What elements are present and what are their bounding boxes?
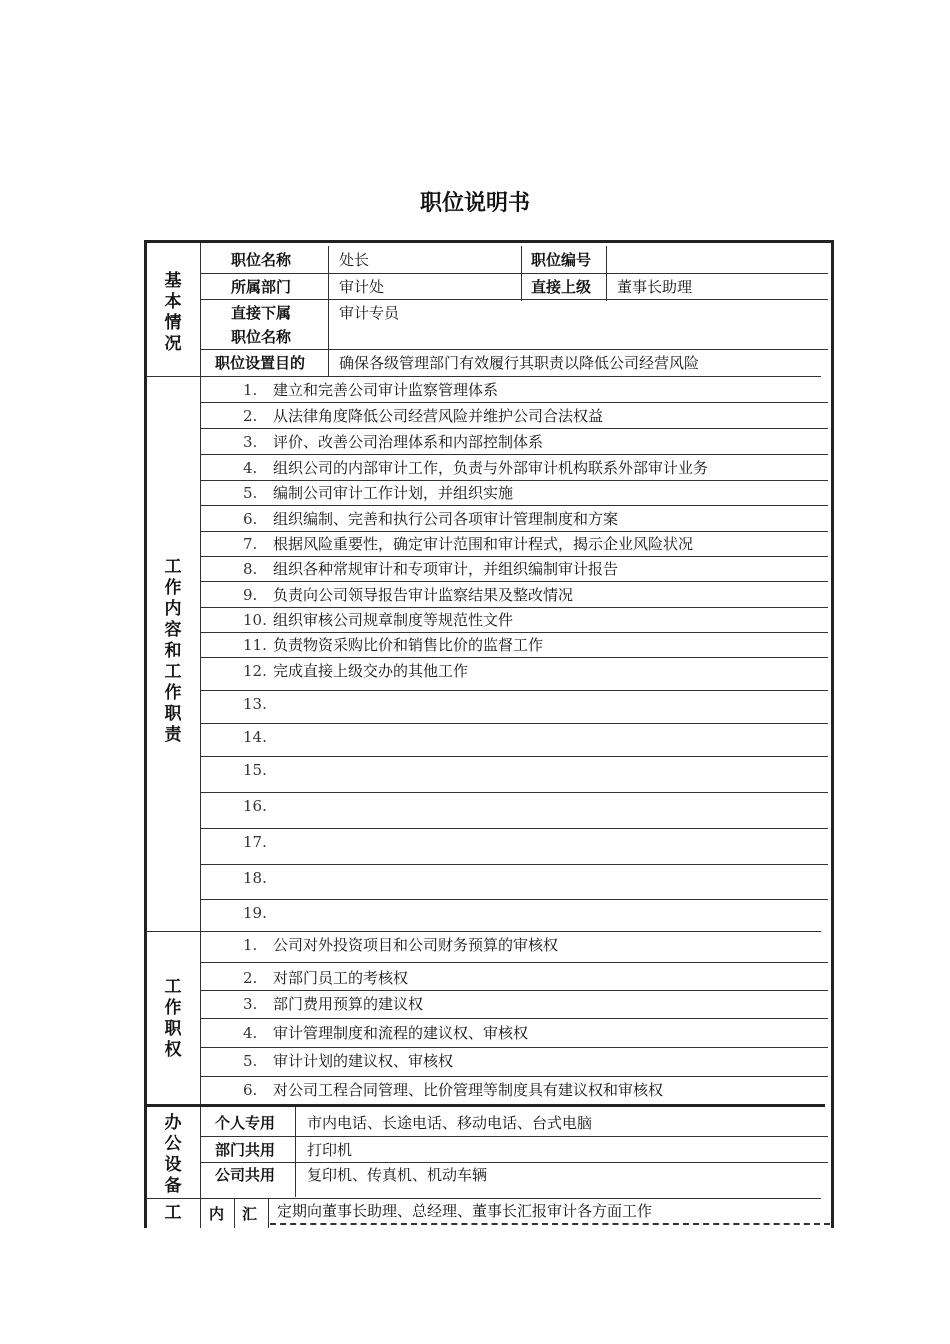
section-authority-label	[147, 977, 199, 1061]
section-char: 设	[164, 1155, 182, 1175]
item-number: 5.	[243, 1052, 258, 1070]
divider	[268, 1199, 269, 1228]
section-line	[147, 931, 821, 932]
duty-item	[243, 509, 618, 529]
item-text: 组织审核公司规章制度等规范性文件	[273, 611, 514, 629]
item-text: 组织编制、完善和执行公司各项审计管理制度和方案	[273, 510, 619, 528]
row-line	[200, 480, 828, 481]
subordinate-label-2: 职位名称	[231, 328, 292, 346]
section-char: 职	[164, 704, 182, 724]
item-number: 4.	[243, 459, 258, 477]
duty-item	[243, 832, 273, 852]
duty-item	[243, 760, 273, 780]
item-number: 6.	[243, 510, 258, 528]
section-char: 作	[164, 683, 182, 703]
item-text: 审计计划的建议权、审核权	[273, 1052, 454, 1070]
row-line	[200, 792, 828, 793]
section-char: 基	[164, 271, 182, 291]
duty-item	[243, 903, 273, 923]
row-line	[200, 990, 828, 991]
position-name-label: 职位名称	[231, 251, 292, 269]
duty-item	[243, 432, 543, 452]
item-number: 12.	[243, 662, 267, 680]
row-line	[200, 505, 828, 506]
section-line	[147, 376, 821, 377]
item-text: 评价、改善公司治理体系和内部控制体系	[273, 433, 544, 451]
report-value: 定期向董事长助理、总经理、董事长汇报审计各方面工作	[277, 1202, 653, 1220]
divider	[295, 1107, 296, 1197]
row-line	[200, 1076, 828, 1077]
duty-item	[243, 483, 513, 503]
section-char: 工	[164, 662, 182, 682]
section-line	[147, 1104, 825, 1107]
item-number: 7.	[243, 535, 258, 553]
item-text: 对部门员工的考核权	[273, 969, 409, 987]
divider	[234, 1199, 235, 1228]
duty-item	[243, 610, 513, 630]
dept-shared-value: 打印机	[307, 1141, 353, 1159]
row-line	[200, 273, 828, 274]
row-line	[200, 1162, 828, 1163]
duty-item	[243, 534, 693, 554]
section-line	[147, 1198, 821, 1199]
item-number: 8.	[243, 560, 258, 578]
row-line	[200, 402, 828, 403]
item-text: 从法律角度降低公司经营风险并维护公司合法权益	[273, 407, 604, 425]
section-char: 作	[164, 578, 182, 598]
duty-item	[243, 694, 273, 714]
authority-item	[243, 1080, 663, 1100]
row-line	[200, 828, 828, 829]
section-duties-label	[147, 557, 199, 746]
duty-item	[243, 585, 573, 605]
authority-item	[243, 1023, 528, 1043]
section-relations-label	[147, 1203, 199, 1224]
duty-item	[243, 458, 708, 478]
document-title: 职位说明书	[419, 191, 530, 216]
row-line	[200, 1136, 828, 1137]
row-line	[200, 531, 828, 532]
item-text: 完成直接上级交办的其他工作	[273, 662, 469, 680]
item-number: 19.	[243, 904, 267, 922]
row-line	[200, 632, 828, 633]
row-line	[200, 690, 828, 691]
company-shared-value: 复印机、传真机、机动车辆	[307, 1166, 488, 1184]
item-number: 4.	[243, 1024, 258, 1042]
row-line	[200, 349, 828, 350]
section-char: 容	[164, 620, 182, 640]
duty-item	[243, 635, 543, 655]
item-number: 1.	[243, 936, 258, 954]
section-basic-label	[147, 271, 199, 355]
duty-item	[243, 796, 273, 816]
section-char: 工	[164, 1203, 182, 1223]
row-line	[200, 962, 828, 963]
section-char: 责	[164, 725, 182, 745]
authority-item	[243, 935, 558, 955]
subordinate-label-1: 直接下属	[231, 304, 292, 322]
item-number: 2.	[243, 407, 258, 425]
item-text: 建立和完善公司审计监察管理体系	[273, 381, 499, 399]
row-line	[200, 1047, 828, 1048]
item-number: 11.	[243, 636, 267, 654]
personal-use-label: 个人专用	[215, 1114, 276, 1132]
item-text: 组织各种常规审计和专项审计，并组织编制审计报告	[273, 560, 619, 578]
authority-item	[243, 1051, 453, 1071]
row-line	[200, 454, 828, 455]
section-char: 办	[164, 1113, 182, 1133]
item-number: 3.	[243, 995, 258, 1013]
duty-item	[243, 868, 273, 888]
item-number: 17.	[243, 833, 267, 851]
row-line	[200, 607, 828, 608]
item-number: 5.	[243, 484, 258, 502]
purpose-label: 职位设置目的	[215, 354, 306, 372]
position-code-label: 职位编号	[531, 251, 592, 269]
dept-label: 所属部门	[231, 278, 292, 296]
authority-item	[243, 968, 408, 988]
item-number: 15.	[243, 761, 267, 779]
item-text: 编制公司审计工作计划，并组织实施	[273, 484, 514, 502]
superior-label: 直接上级	[531, 278, 592, 296]
duty-item	[243, 380, 498, 400]
row-line	[200, 864, 828, 865]
item-number: 18.	[243, 869, 267, 887]
dept-value: 审计处	[339, 278, 385, 296]
dept-shared-label: 部门共用	[215, 1141, 276, 1159]
item-number: 13.	[243, 695, 267, 713]
company-shared-label: 公司共用	[215, 1166, 276, 1184]
item-text: 负责向公司领导报告审计监察结果及整改情况	[273, 586, 574, 604]
row-line	[200, 899, 828, 900]
item-text: 公司对外投资项目和公司财务预算的审核权	[273, 936, 559, 954]
item-text: 审计管理制度和流程的建议权、审核权	[273, 1024, 529, 1042]
item-text: 对公司工程合同管理、比价管理等制度具有建议权和审核权	[273, 1081, 664, 1099]
section-char: 本	[164, 292, 182, 312]
row-line	[200, 1018, 828, 1019]
section-char: 职	[164, 1019, 182, 1039]
authority-item	[243, 994, 423, 1014]
item-number: 16.	[243, 797, 267, 815]
section-char: 工	[164, 977, 182, 997]
section-char: 况	[164, 334, 182, 354]
divider	[200, 243, 201, 1105]
row-line	[200, 299, 828, 300]
row-line	[200, 756, 828, 757]
section-char: 内	[164, 599, 182, 619]
item-number: 9.	[243, 586, 258, 604]
section-char: 公	[164, 1134, 182, 1154]
item-number: 14.	[243, 728, 267, 746]
item-number: 3.	[243, 433, 258, 451]
item-text: 部门费用预算的建议权	[273, 995, 424, 1013]
personal-use-value: 市内电话、长途电话、移动电话、台式电脑	[307, 1114, 593, 1132]
row-line	[200, 556, 828, 557]
section-char: 备	[164, 1176, 182, 1196]
purpose-value: 确保各级管理部门有效履行其职责以降低公司经营风险	[339, 354, 700, 372]
item-text: 负责物资采购比价和销售比价的监督工作	[273, 636, 544, 654]
section-char: 作	[164, 998, 182, 1018]
item-number: 1.	[243, 381, 258, 399]
section-char: 权	[164, 1040, 182, 1060]
divider	[328, 246, 329, 376]
section-char: 情	[164, 313, 182, 333]
section-equipment-label	[147, 1113, 199, 1197]
duty-item	[243, 661, 468, 681]
duty-item	[243, 727, 273, 747]
duty-item	[243, 406, 603, 426]
item-text: 根据风险重要性，确定审计范围和审计程式，揭示企业风险状况	[273, 535, 694, 553]
row-line	[200, 657, 828, 658]
subordinate-value: 审计专员	[339, 304, 400, 322]
duty-item	[243, 559, 618, 579]
superior-value: 董事长助理	[617, 278, 693, 296]
row-line	[200, 581, 828, 582]
dashed-divider	[270, 1223, 830, 1225]
divider	[200, 1107, 201, 1228]
item-number: 6.	[243, 1081, 258, 1099]
row-line	[200, 723, 828, 724]
report-label: 汇	[242, 1205, 258, 1223]
inner-label: 内	[209, 1205, 225, 1223]
section-char: 和	[164, 641, 182, 661]
job-description-table	[144, 240, 834, 1228]
section-char: 工	[164, 557, 182, 577]
row-line	[200, 428, 828, 429]
item-number: 10.	[243, 611, 267, 629]
item-text: 组织公司的内部审计工作，负责与外部审计机构联系外部审计业务	[273, 459, 709, 477]
position-name-value: 处长	[339, 251, 370, 269]
item-number: 2.	[243, 969, 258, 987]
